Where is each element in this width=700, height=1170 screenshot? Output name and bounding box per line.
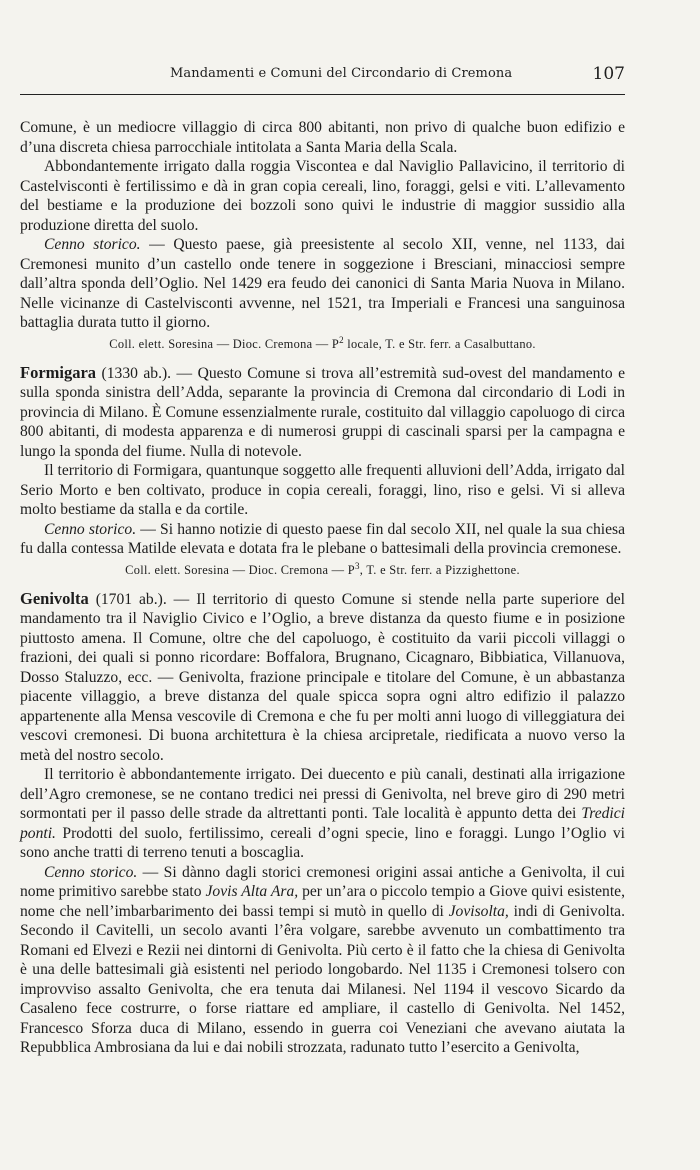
history-text: — Questo paese, già preesistente al secolo XII, venne, nel 1133, dai Cremonesi munito d’un castello onde tenere in soggezione i Bresciani, minacciosi sempre dall’altra sponda dell’Oglio. Nel 1429 era feudo dei canonici di Santa Maria Nuova in Milano. Nelle vicinanze di Castelvisconti avvenne, nel 1521, tra Imperiali e Francesi una sanguinosa battaglia durata tutto il giorno.: [20, 236, 625, 331]
admin-info-text: locale, T. e Str. ferr. a Casalbuttano.: [343, 336, 536, 351]
history-text: per un’ara o piccolo tempio a Giove quivi esistente, nome che nell’imbarbarimento dei bassi tempi si mutò in quello di: [20, 883, 625, 920]
formigara-history: [20, 520, 625, 559]
formigara-admin-info: [20, 562, 625, 579]
page-number: 107: [592, 64, 625, 84]
castelvisconti-paragraph-2: Abbondantemente irrigato dalla roggia Viscontea e dal Naviglio Pallavicino, il territorio di Castelvisconti è fertilissimo e dà in gran copia cereali, lino, foraggi, gelsi e viti. L’allevamento del bestiame e la produzione dei bozzoli sono quivi le industrie di maggior sussidio alla produzione diretta del suolo.: [20, 158, 625, 234]
admin-info-superscript: 3: [354, 560, 360, 571]
paragraph-text: Prodotti del suolo, fertilissimo, cereali d’ogni specie, lino e foraggi. Lungo l’Oglio vi sono anche tratti di terreno tenuti a boscaglia.: [20, 824, 625, 861]
history-text: — Si hanno notizie di questo paese fin dal secolo XII, nel quale la sua chiesa fu dalla contessa Matilde elevata e dotata fra le plebane o battesimali della provincia cremonese.: [20, 520, 625, 557]
history-label: Cenno storico.: [44, 236, 141, 253]
genivolta-intro-text: (1701 ab.). — Il territorio di questo Comune si stende nella parte superiore del mandamento tra il Naviglio Civico e l’Oglio, a breve distanza da questo fiume e in posizione piuttosto amena. Il Comune, oltre che del capoluogo, è costituito da varii piccoli villaggi o frazioni, dei quali si ponno ricordare: Boffalora, Brugnano, Cicagnaro, Bibbiatica, Villanuova, Dosso Staluzzo, ecc. — Genivolta, frazione principale e titolare del Comune, è un abbastanza piacente villaggio, a breve distanza del quale spicca sopra ogni altro edifizio il palazzo appartenente alla Mensa vescovile di Cremona e che fu per molti anni luogo di villeggiatura dei vescovi cremonesi. Di buona architettura è la chiesa arcipretale, riedificata a nuovo verso la metà del nostro secolo.: [20, 590, 625, 764]
genivolta-paragraph-2: [20, 765, 625, 863]
admin-info-superscript: 2: [339, 334, 344, 345]
history-label: Cenno storico.: [44, 863, 138, 881]
entry-heading-genivolta: Genivolta: [20, 588, 89, 608]
castelvisconti-admin-info: [20, 336, 625, 353]
paragraph-text: Il territorio è abbondantemente irrigato. Dei duecento e più canali, destinati alla irrigazione dell’Agro cremonese, se ne contano tredici nei pressi di Genivolta, nel breve giro di 290 metri sormontati per il passo delle strade da altrettanti ponti. Tale località è appunto detta dei: [20, 766, 625, 822]
header-rule: [20, 94, 625, 95]
italic-phrase: Jovis Alta Ara,: [205, 883, 299, 900]
history-text: indi di Genivolta. Secondo il Cavitelli, un secolo avanti l’êra volgare, sarebbe avvenuto un combattimento tra Romani ed Elvezi e Rezii nei dintorni di Genivolta. Più certo è il fatto che la chiesa di Genivolta è una delle battesimali già esistenti nel periodo longobardo. Nel 1135 i Cremonesi tolsero con improvviso assalto Genivolta, che era tenuta dai Milanesi. Nel 1194 il vescovo Sicardo da Casaleno fece costrurre, o forse riattare ed ampliare, il castello di Genivolta. Nel 1452, Francesco Sforza duca di Milano, essendo in guerra coi Veneziani che avevano aiutata la Repubblica Ambrosiana da lui e dai nobili strozzata, radunato tutto l’esercito a Genivolta,: [20, 902, 625, 1056]
formigara-intro-text: (1330 ab.). — Questo Comune si trova all’estremità sud-ovest del mandamento e sulla sponda sinistra dell’Adda, separante la provincia di Cremona dal circondario di Lodi in provincia di Milano. È Comune essenzialmente rurale, costituito dal villaggio capoluogo di circa 800 abitanti, di modesta apparenza e di numerosi gruppi di cascinali sparsi per la campagna e lungo la sponda del fiume. Nulla di notevole.: [20, 364, 625, 460]
history-label: Cenno storico.: [44, 520, 137, 538]
castelvisconti-history: [20, 235, 625, 333]
page-body: [20, 118, 625, 1058]
running-title: Mandamenti e Comuni del Circondario di Cremona: [170, 66, 513, 81]
genivolta-paragraph-1: [20, 589, 625, 766]
admin-info-text: Coll. elett. Soresina — Dioc. Cremona — P: [109, 336, 340, 351]
italic-phrase: Tredici ponti.: [20, 805, 625, 842]
italic-phrase: Jovisolta,: [448, 902, 509, 920]
castelvisconti-paragraph-1: Comune, è un mediocre villaggio di circa 800 abitanti, non privo di qualche buon edifizio e d’una discreta chiesa parrocchiale intitolata a Santa Maria della Scala.: [20, 119, 625, 156]
history-text: — Si dànno dagli storici cremonesi origini assai antiche a Genivolta, il cui nome primitivo sarebbe stato: [20, 863, 626, 900]
entry-heading-formigara: Formigara: [20, 362, 97, 382]
admin-info-text: Coll. elett. Soresina — Dioc. Cremona — P: [125, 562, 355, 577]
admin-info-text: , T. e Str. ferr. a Pizzighettone.: [359, 562, 520, 577]
formigara-paragraph-2: Il territorio di Formigara, quantunque soggetto alle frequenti alluvioni dell’Adda, irrigato dal Serio Morto e ben coltivato, produce in copia cereali, foraggi, lino, riso e gelsi. Vi si alleva molto bestiame da stalla e da cortile.: [20, 462, 625, 518]
page-header: [20, 64, 625, 90]
formigara-paragraph-1: [20, 363, 625, 462]
genivolta-history: [20, 863, 625, 1058]
